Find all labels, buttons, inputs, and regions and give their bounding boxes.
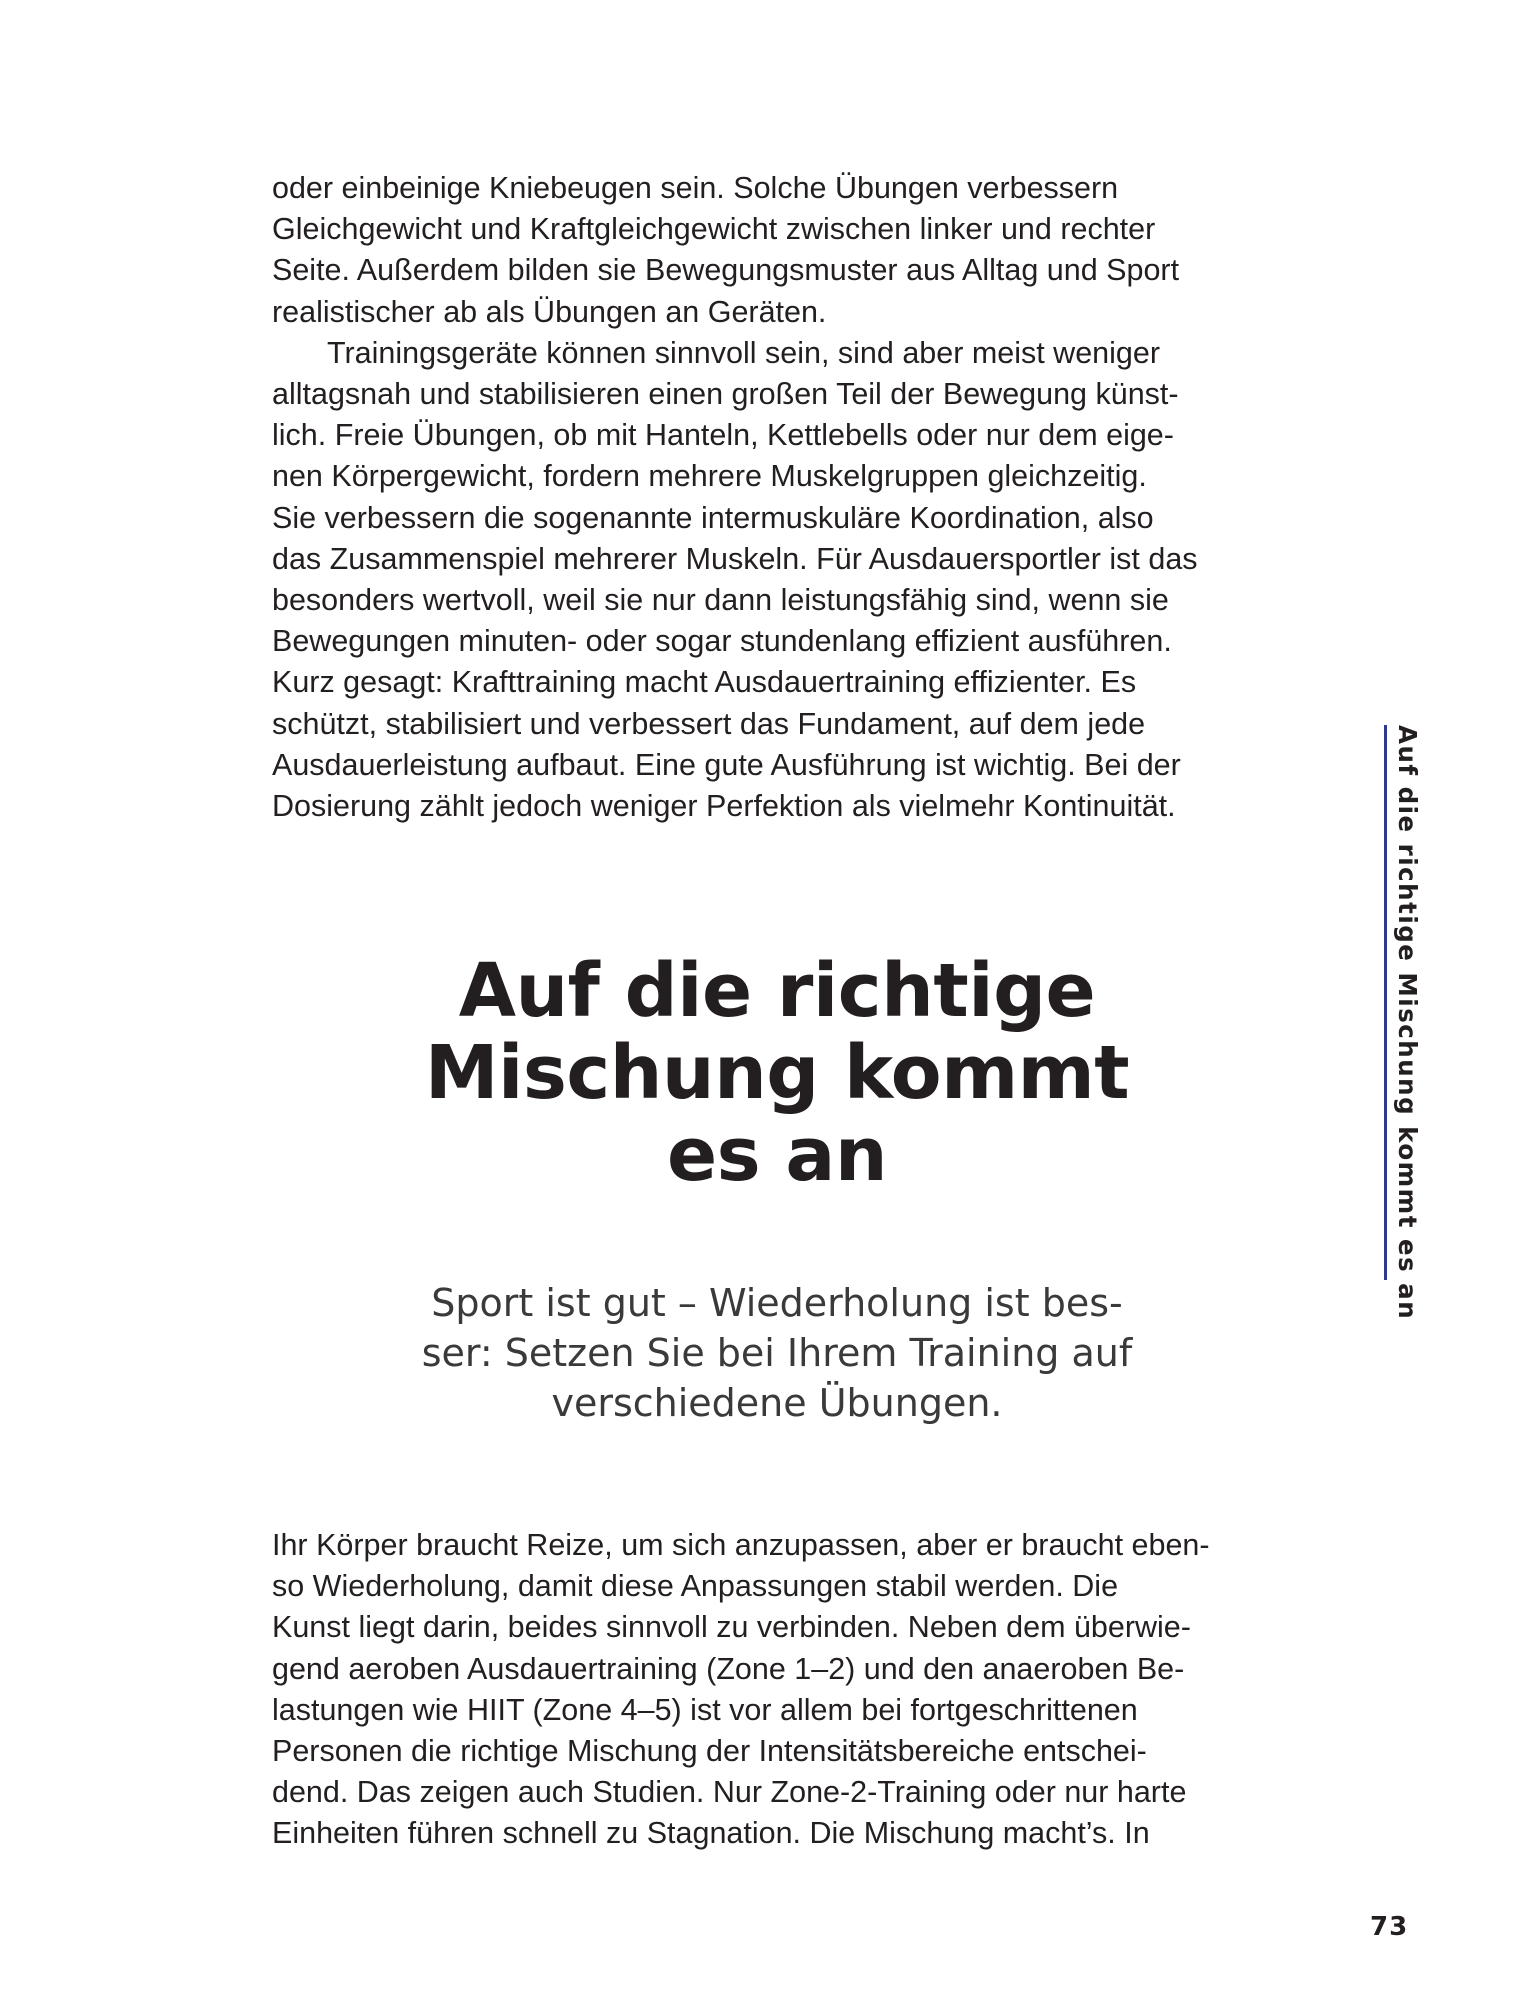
text-line: Bewegungen minuten- oder sogar stundenlang effizient ausführen. [272, 624, 1172, 659]
section-heading [272, 950, 1282, 1196]
text-line: oder einbeinige Kniebeugen sein. Solche Übungen verbessern [272, 171, 1119, 205]
side-tab-rule [1384, 725, 1387, 1280]
text-line: alltagsnah und stabilisieren einen großen Teil der Bewegung künst- [272, 377, 1179, 412]
text-line: das Zusammenspiel mehrerer Muskeln. Für Ausdauersportler ist das [272, 541, 1198, 576]
text-line: Trainingsgeräte können sinnvoll sein, sind aber meist weniger [327, 335, 1160, 370]
text-line: realistischer ab als Übungen an Geräten. [272, 294, 827, 329]
chapter-side-tab [1384, 725, 1422, 1321]
text-line: nen Körpergewicht, fordern mehrere Muskelgruppen gleichzeitig. [272, 459, 1147, 494]
text-line: Ihr Körper braucht Reize, um sich anzupassen, aber er braucht eben- [272, 1528, 1210, 1562]
text-line: dend. Das zeigen auch Studien. Nur Zone-2-Training oder nur harte [272, 1775, 1187, 1810]
body-text-top [272, 168, 1282, 827]
subtitle-line: verschiedene Übungen. [551, 1381, 1003, 1425]
side-tab-label: Auf die richtige Mischung kommt es an [1393, 725, 1422, 1321]
subtitle-line: Sport ist gut – Wiederholung ist bes- [431, 1281, 1123, 1325]
text-line: so Wiederholung, damit diese Anpassungen stabil werden. Die [272, 1569, 1119, 1604]
text-line: lastungen wie HIIT (Zone 4–5) ist vor allem bei fortgeschrittenen [272, 1692, 1138, 1727]
text-line: Kurz gesagt: Krafttraining macht Ausdauertraining effizienter. Es [272, 665, 1137, 700]
text-line: Dosierung zählt jedoch weniger Perfektion als vielmehr Kontinuität. [272, 789, 1176, 824]
section-subtitle [272, 1278, 1282, 1428]
text-line: Seite. Außerdem bilden sie Bewegungsmuster aus Alltag und Sport [272, 253, 1180, 288]
text-line: gend aeroben Ausdauertraining (Zone 1–2) und den anaeroben Be- [272, 1651, 1185, 1686]
subtitle-line: ser: Setzen Sie bei Ihrem Training auf [421, 1331, 1133, 1375]
text-line: Gleichgewicht und Kraftgleichgewicht zwischen linker und rechter [272, 212, 1156, 247]
page-number: 73 [1370, 1912, 1409, 1942]
text-line: besonders wertvoll, weil sie nur dann leistungsfähig sind, wenn sie [272, 583, 1169, 618]
heading-line: Mischung kommt [424, 1030, 1130, 1116]
heading-line: es an [666, 1112, 888, 1198]
text-line: Kunst liegt darin, beides sinnvoll zu verbinden. Neben dem überwie- [272, 1610, 1191, 1645]
text-line: Personen die richtige Mischung der Intensitätsbereiche entschei- [272, 1734, 1147, 1769]
text-line: lich. Freie Übungen, ob mit Hanteln, Kettlebells oder nur dem eige- [272, 418, 1174, 453]
text-line: Sie verbessern die sogenannte intermuskuläre Koordination, also [272, 500, 1154, 535]
text-line: Ausdauerleistung aufbaut. Eine gute Ausführung ist wichtig. Bei der [272, 747, 1181, 782]
text-line: schützt, stabilisiert und verbessert das Fundament, auf dem jede [272, 706, 1146, 741]
heading-line: Auf die richtige [458, 948, 1096, 1034]
text-line: Einheiten führen schnell zu Stagnation. Die Mischung macht’s. In [272, 1816, 1150, 1851]
body-text-bottom [272, 1525, 1282, 1855]
